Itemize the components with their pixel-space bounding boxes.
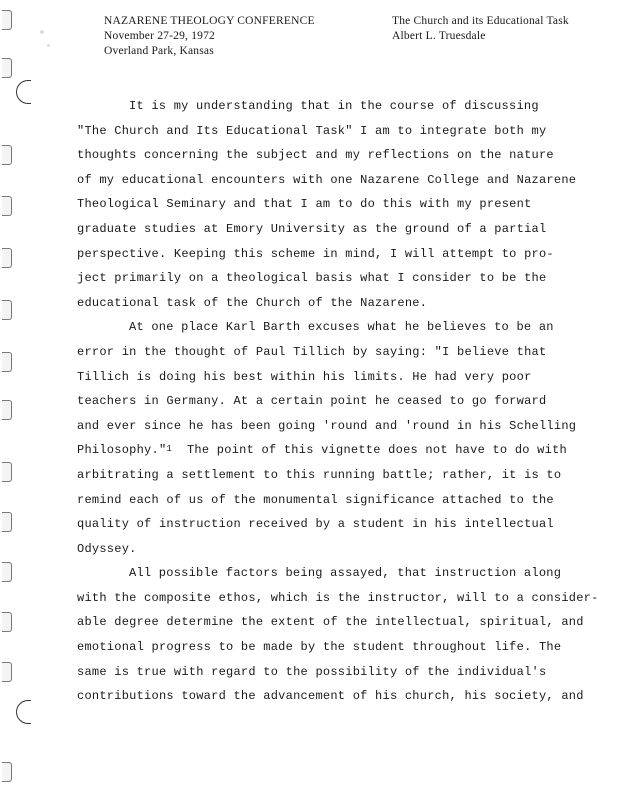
paragraph-line: educational task of the Church of the Nazarene. [77,295,428,310]
binder-mark [2,196,12,216]
paragraph-text: Philosophy." [77,443,167,458]
paragraph-line: able degree determine the extent of the intellectual, spiritual, and [77,615,584,630]
paragraph-line: emotional progress to be made by the student throughout life. The [77,640,562,655]
binder-mark [2,562,12,582]
binder-hole [16,700,31,724]
conference-dates: November 27-29, 1972 [104,30,215,42]
body-text [77,94,597,709]
paragraph-line: It is my understanding that in the course of discussing [129,99,539,113]
scan-smudge [40,30,44,34]
paragraph-line: same is true with regard to the possibility of the individual's [77,664,547,679]
binder-mark [2,352,12,372]
scan-smudge [47,44,50,47]
binder-mark [2,462,12,482]
paragraph-line: graduate studies at Emory University as the ground of a partial [77,221,547,236]
paragraph-line: thoughts concerning the subject and my reflections on the nature [77,148,554,163]
paragraph-line: with the composite ethos, which is the instructor, will to a consider- [77,590,599,605]
paper-title: The Church and its Educational Task [392,15,569,27]
paragraph-line: quality of instruction received by a student in his intellectual [77,517,554,532]
paragraph-line: Odyssey. [77,541,137,556]
paper-author: Albert L. Truesdale [392,30,486,42]
paragraph-line: ject primarily on a theological basis what I consider to be the [77,271,547,286]
binder-mark [2,400,12,420]
paper-header [392,14,569,44]
paragraph-line: contributions toward the advancement of his church, his society, and [77,689,584,704]
binder-mark [2,612,12,632]
binder-mark [2,512,12,532]
paragraph-line: "The Church and Its Educational Task" I am to integrate both my [77,123,547,138]
paragraph-line: and ever since he has been going 'round and 'round in his Schelling [77,418,577,433]
paragraph-line: Tillich is doing his best within his limits. He had very poor [77,369,532,384]
paragraph-line: error in the thought of Paul Tillich by saying: "I believe that [77,344,547,359]
paragraph-line-with-footnote [77,438,597,463]
paragraph-line: perspective. Keeping this scheme in mind, I will attempt to pro- [77,246,554,261]
paragraph-line: remind each of us of the monumental significance attached to the [77,492,554,507]
binder-mark [2,10,12,30]
paragraph-line: At one place Karl Barth excuses what he believes to be an [129,320,554,335]
paragraph-text: The point of this vignette does not have to do with [172,443,567,458]
paragraph-line: arbitrating a settlement to this running battle; rather, it is to [77,467,562,482]
binder-mark [2,145,12,165]
paragraph-line: All possible factors being assayed, that instruction along [129,566,562,581]
conference-title: NAZARENE THEOLOGY CONFERENCE [104,15,315,27]
binder-mark [2,58,12,78]
paragraph-line: teachers in Germany. At a certain point he ceased to go forward [77,394,547,409]
paragraph-line: of my educational encounters with one Nazarene College and Nazarene [77,172,577,187]
binder-mark [2,300,12,320]
paragraph-line: Theological Seminary and that I am to do this with my present [77,197,532,212]
footnote-marker: 1 [166,444,173,455]
binder-mark [2,248,12,268]
binder-mark [2,762,12,782]
binder-mark [2,662,12,682]
conference-header [104,14,315,59]
conference-location: Overland Park, Kansas [104,45,214,57]
binder-hole [16,80,31,104]
